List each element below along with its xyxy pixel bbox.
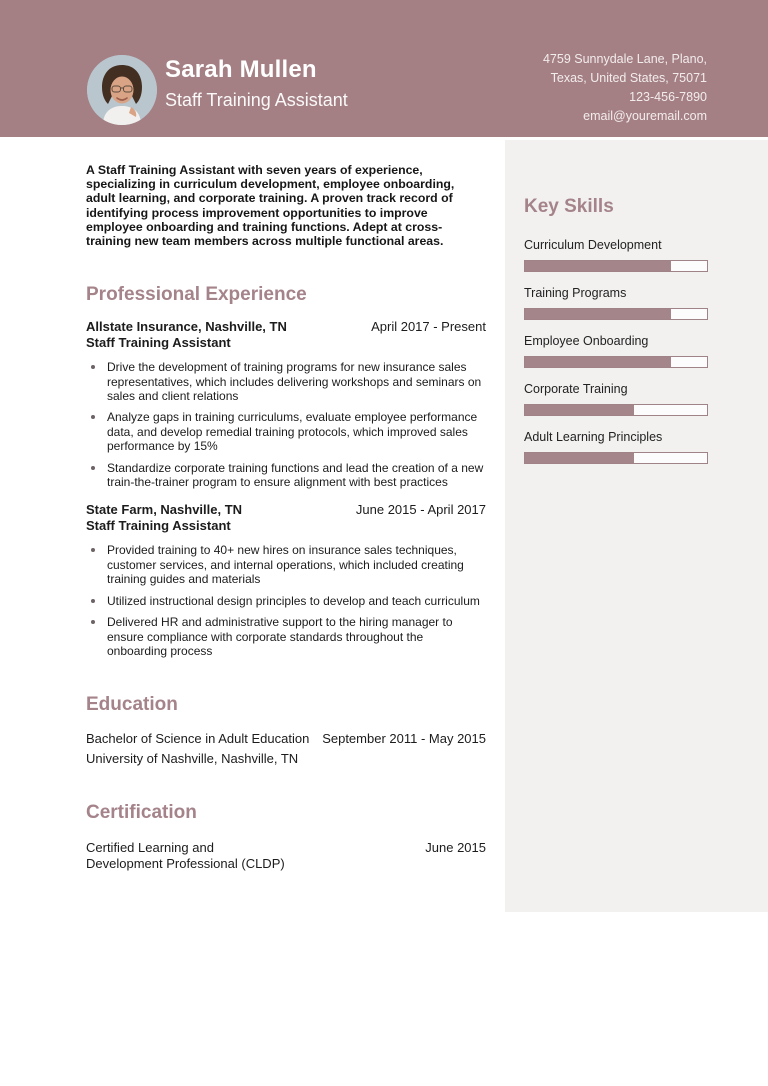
- skill-bar: [524, 404, 708, 416]
- education-entry: [86, 731, 486, 766]
- job-role: Staff Training Assistant: [86, 335, 231, 351]
- skill-item: [524, 286, 708, 320]
- school: University of Nashville, Nashville, TN: [86, 751, 299, 767]
- skill-label: Training Programs: [524, 286, 627, 300]
- company-name: State Farm, Nashville, TN: [86, 502, 243, 518]
- bullet-item: Analyze gaps in training curriculums, evaluate employee performance data, and develop remedial training protocols, which improved sales performance by 15%: [86, 410, 486, 453]
- bullet-item: Provided training to 40+ new hires on insurance sales techniques, customer services, and internal operations, which included creating training guides and materials: [86, 543, 486, 586]
- certification-entry: [86, 840, 486, 872]
- company-name: Allstate Insurance, Nashville, TN: [86, 319, 287, 335]
- address-line-1: 4759 Sunnydale Lane, Plano,: [542, 52, 707, 66]
- certification-dates: June 2015: [425, 840, 486, 856]
- identity-block: [165, 56, 348, 111]
- job-entry: [86, 319, 486, 489]
- degree: Bachelor of Science in Adult Education: [86, 731, 310, 747]
- job-entry: [86, 502, 486, 658]
- key-skills-heading: Key Skills: [524, 196, 614, 217]
- certification-heading: Certification: [86, 802, 197, 824]
- address-line-2: Texas, United States, 75071: [550, 71, 707, 85]
- skill-bar-fill: [525, 309, 671, 319]
- skill-bar-fill: [525, 453, 634, 463]
- bullet-item: Drive the development of training programs for new insurance sales representatives, which includes delivering workshops and seminars on sales and client relations: [86, 360, 486, 403]
- job-dates: April 2017 - Present: [371, 319, 486, 335]
- skill-bar-fill: [525, 357, 671, 367]
- person-title: Staff Training Assistant: [165, 90, 348, 110]
- contact-block: [543, 50, 707, 126]
- skills-sidebar: [505, 140, 768, 912]
- skill-item: [524, 334, 708, 368]
- skill-bar-fill: [525, 405, 634, 415]
- summary-paragraph: A Staff Training Assistant with seven years of experience, specializing in curriculum development, employee onboarding, adult learning, and corporate training. A proven track record of identifying process improvement opportunities to improve employee onboarding and training functions. Adept at cross-training new team members across multiple functional areas.: [86, 163, 455, 249]
- education-heading: Education: [86, 694, 178, 716]
- profile-photo: [87, 55, 157, 125]
- skill-item: [524, 430, 708, 464]
- skill-bar: [524, 260, 708, 272]
- bullet-item: Standardize corporate training functions and lead the creation of a new train-the-trainer program to ensure alignment with best practices: [86, 461, 486, 490]
- bullet-item: Utilized instructional design principles to develop and teach curriculum: [86, 594, 486, 608]
- education-dates: September 2011 - May 2015: [322, 731, 486, 747]
- skill-label: Adult Learning Principles: [524, 430, 663, 444]
- person-name: Sarah Mullen: [165, 56, 317, 83]
- skill-item: [524, 238, 708, 272]
- skill-label: Corporate Training: [524, 382, 628, 396]
- experience-heading: Professional Experience: [86, 284, 307, 306]
- job-bullets: [86, 360, 486, 489]
- phone-number: 123-456-7890: [629, 90, 707, 104]
- skill-label: Employee Onboarding: [524, 334, 649, 348]
- skill-bar: [524, 452, 708, 464]
- skill-bar-fill: [525, 261, 671, 271]
- email-address: email@youremail.com: [583, 109, 707, 123]
- skill-bar: [524, 356, 708, 368]
- job-dates: June 2015 - April 2017: [355, 502, 486, 518]
- job-bullets: [86, 543, 486, 658]
- certification-name: Certified Learning and Development Professional (CLDP): [86, 840, 285, 872]
- skill-bar: [524, 308, 708, 320]
- skill-item: [524, 382, 708, 416]
- job-role: Staff Training Assistant: [86, 518, 231, 534]
- woman-avatar-icon: [87, 55, 157, 125]
- bullet-item: Delivered HR and administrative support to the hiring manager to ensure compliance with corporate standards throughout the onboarding process: [86, 615, 486, 658]
- main-column: [86, 156, 486, 872]
- skill-label: Curriculum Development: [524, 238, 662, 252]
- header-band: [0, 0, 768, 137]
